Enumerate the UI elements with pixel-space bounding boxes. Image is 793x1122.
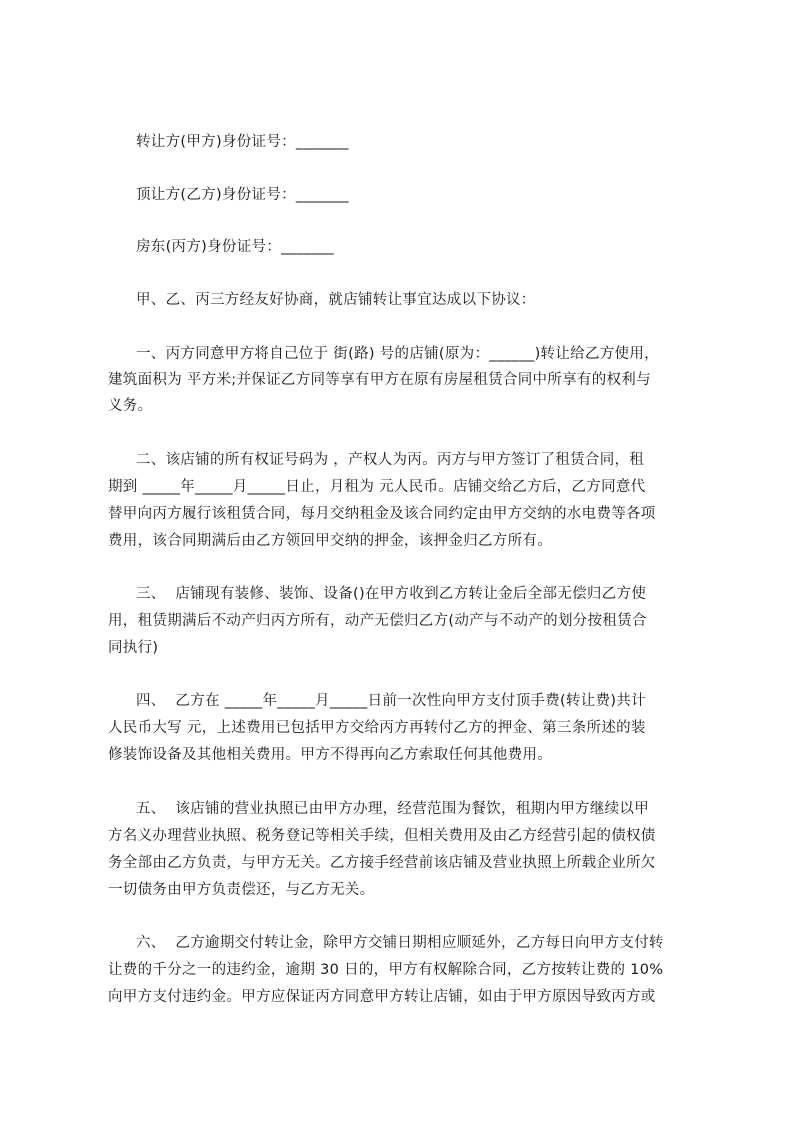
clause-4-line-3: 修装饰设备及其他相关费用。甲方不得再向乙方索取任何其他费用。 [108, 747, 552, 763]
clause-6-line-2: 让费的千分之一的违约金，逾期 30 日的，甲方有权解除合同，乙方按转让费的 10% [108, 962, 664, 978]
clause-6-line-1: 六、 乙方逾期交付转让金，除甲方交铺日期相应顺延外，乙方每日向甲方支付转 [136, 935, 664, 951]
clause-3-line-3: 同执行) [108, 640, 159, 656]
clause-5-line-1: 五、 该店铺的营业执照已由甲方办理，经营范围为餐饮，租期内甲方继续以甲 [136, 801, 650, 817]
clause-5-line-3: 务全部由乙方负责，与甲方无关。乙方接手经营前该店铺及营业执照上所载企业所欠 [108, 855, 656, 871]
clause-2-line-3: 替甲向丙方履行该租赁合同，每月交纳租金及该合同约定由甲方交纳的水电费等各项 [108, 506, 656, 522]
clause-6-line-3: 向甲方支付违约金。甲方应保证丙方同意甲方转让店铺，如由于甲方原因导致丙方或 [108, 989, 656, 1005]
clause-4-line-2: 人民币大写 元，上述费用已包括甲方交给丙方再转付乙方的押金、第三条所述的装 [108, 720, 646, 736]
clause-1-line-1: 一、丙方同意甲方将自己位于 街(路) 号的店铺(原为：______)转让给乙方使用， [136, 346, 659, 362]
clause-2-line-2: 期到 _____年_____月_____日止，月租为 元人民币。店铺交给乙方后，乙方同意代 [108, 479, 646, 495]
clause-1-line-3: 义务。 [108, 398, 153, 414]
landlord-id-line: 房东(丙方)身份证号：_______ [136, 239, 334, 255]
transferor-id-line: 转让方(甲方)身份证号：_______ [136, 134, 349, 150]
clause-2-line-4: 费用，该合同期满后由乙方领回甲交纳的押金，该押金归乙方所有。 [108, 533, 552, 549]
clause-3-line-2: 用，租赁期满后不动产归丙方所有，动产无偿归乙方(动产与不动产的划分按租赁合 [108, 613, 647, 629]
transferee-id-line: 顶让方(乙方)身份证号：_______ [136, 187, 349, 203]
clause-1-line-2: 建筑面积为 平方米;并保证乙方同等享有甲方在原有房屋租赁合同中所享有的权利与 [108, 372, 651, 388]
clause-5-line-4: 一切债务由甲方负责偿还，与乙方无关。 [108, 882, 375, 898]
clause-2-line-1: 二、该店铺的所有权证号码为 ，产权人为丙。丙方与甲方签订了租赁合同，租 [136, 452, 645, 468]
intro-paragraph: 甲、乙、丙三方经友好协商，就店铺转让事宜达成以下协议： [136, 292, 536, 308]
clause-4-line-1: 四、 乙方在 _____年_____月_____日前一次性向甲方支付顶手费(转让费)共计 [136, 693, 646, 709]
clause-3-line-1: 三、 店铺现有装修、装饰、设备()在甲方收到乙方转让金后全部无偿归乙方使 [136, 586, 647, 602]
clause-5-line-2: 方名义办理营业执照、税务登记等相关手续，但相关费用及由乙方经营引起的债权债 [108, 828, 656, 844]
